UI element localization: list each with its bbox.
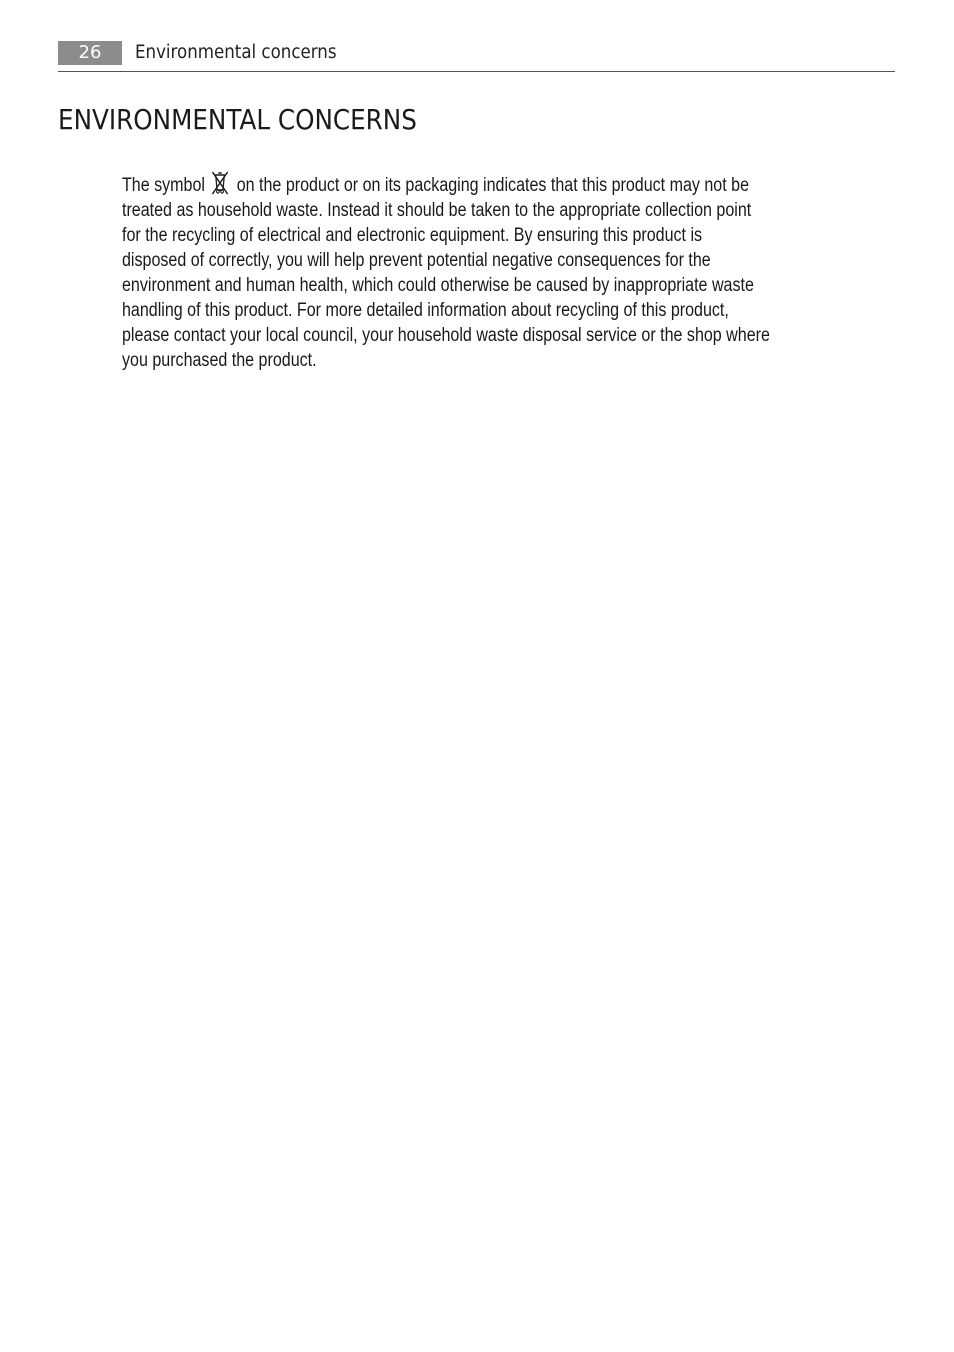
paragraph-line: disposed of correctly, you will help prevent potential negative consequences for the (122, 250, 711, 271)
paragraph-line: handling of this product. For more detailed information about recycling of this product, (122, 300, 729, 321)
paragraph-line: environment and human health, which could otherwise be caused by inappropriate waste (122, 275, 754, 296)
crossed-out-wheelie-bin-icon (211, 171, 230, 195)
running-title: Environmental concerns (135, 42, 337, 63)
paragraph-line: for the recycling of electrical and electronic equipment. By ensuring this product is (122, 225, 703, 246)
paragraph-text: The symbol (122, 175, 205, 196)
page-header (58, 40, 895, 72)
paragraph-line (122, 171, 783, 198)
page-number: 26 (58, 41, 122, 65)
paragraph-line: you purchased the product. (122, 350, 317, 371)
paragraph-text: on the product or on its packaging indicates that this product may not be (236, 175, 750, 196)
body-paragraph (122, 171, 904, 373)
paragraph-line: please contact your local council, your household waste disposal service or the shop where (122, 325, 770, 346)
paragraph-line: treated as household waste. Instead it should be taken to the appropriate collection point (122, 200, 752, 221)
page-title: ENVIRONMENTAL CONCERNS (58, 103, 417, 136)
